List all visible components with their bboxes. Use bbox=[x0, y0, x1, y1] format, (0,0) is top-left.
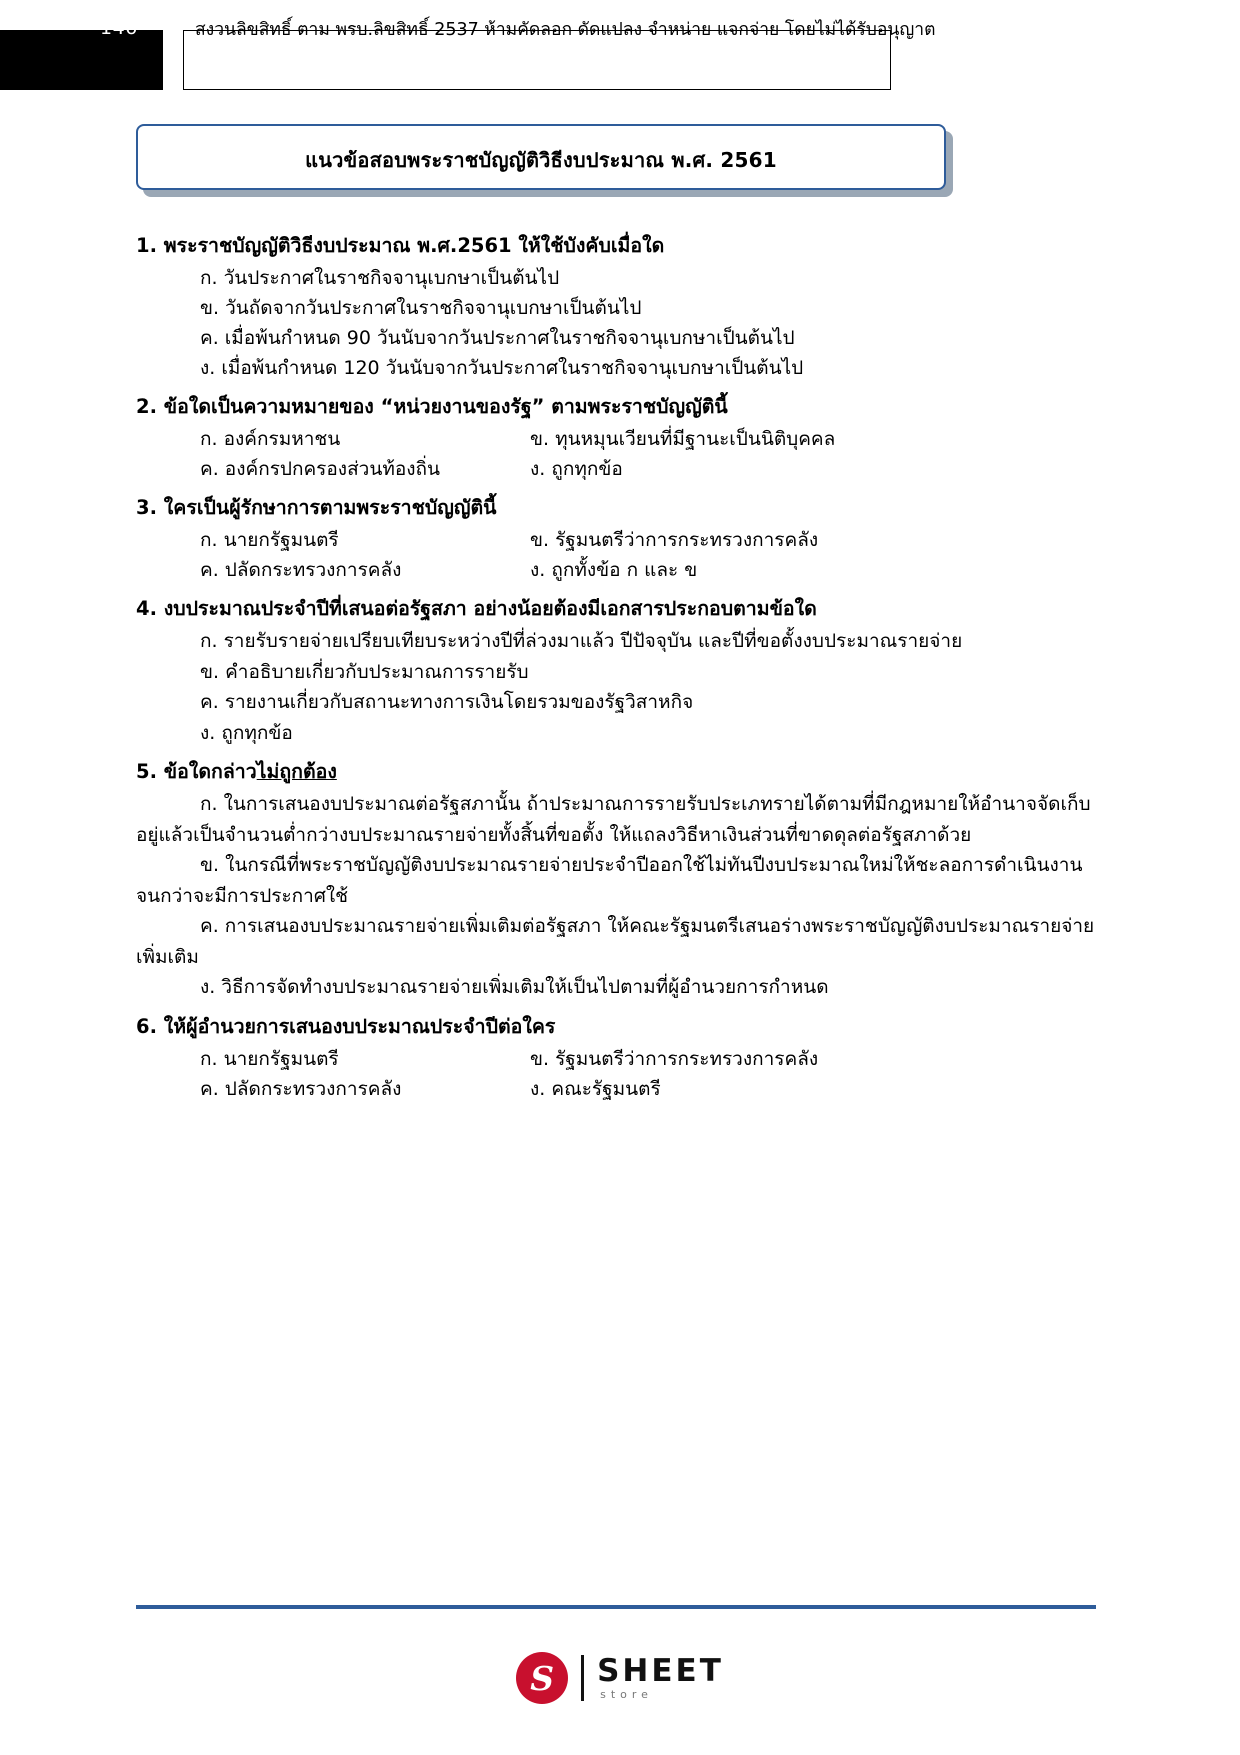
choice-item: ค. ปลัดกระทรวงการคลัง bbox=[200, 1077, 402, 1100]
choice-item: ก. นายกรัฐมนตรี bbox=[200, 1047, 339, 1070]
question-number: 1. bbox=[136, 234, 157, 257]
question-text: พระราชบัญญัติวิธีงบประมาณ พ.ศ.2561 ให้ใช้บังคับเมื่อใด bbox=[163, 234, 665, 257]
choice-row bbox=[136, 1044, 1096, 1074]
logo-title: SHEET bbox=[597, 1653, 724, 1689]
choice-item: ง. เมื่อพ้นกำหนด 120 วันนับจากวันประกาศในราชกิจจานุเบกษาเป็นต้นไป bbox=[200, 357, 804, 379]
exam-questions bbox=[136, 222, 1096, 1104]
question-number: 6. bbox=[136, 1014, 157, 1038]
choice-item: ข. ในกรณีที่พระราชบัญญัติงบประมาณรายจ่ายประจำปีออกใช้ไม่ทันปีงบประมาณใหม่ให้ชะลอการดำเนินงานจนกว่าจะมีการประกาศใช้ bbox=[136, 854, 1083, 907]
page-number: 146 bbox=[100, 17, 138, 39]
question-number: 5. bbox=[136, 760, 157, 783]
choice-item: ก. ในการเสนองบประมาณต่อรัฐสภานั้น ถ้าประมาณการรายรับประเภทรายได้ตามที่มีกฎหมายให้อำนาจจัดเก็บอยู่แล้วเป็นจำนวนต่ำกว่างบประมาณรายจ่ายทั้งสิ้นที่ขอตั้ง ให้แถลงวิธีหาเงินส่วนที่ขาดดุลต่อรัฐสภาด้วย bbox=[136, 793, 1091, 846]
choice-row bbox=[136, 454, 1096, 484]
question-heading bbox=[136, 756, 1096, 787]
question-text: ใครเป็นผู้รักษาการตามพระราชบัญญัตินี้ bbox=[163, 496, 497, 519]
question-text: งบประมาณประจำปีที่เสนอต่อรัฐสภา อย่างน้อยต้องมีเอกสารประกอบตามข้อใด bbox=[163, 597, 817, 620]
question-number: 3. bbox=[136, 496, 157, 519]
choice-item: ค. เมื่อพ้นกำหนด 90 วันนับจากวันประกาศในราชกิจจานุเบกษาเป็นต้นไป bbox=[200, 327, 795, 349]
choice-item: ก. วันประกาศในราชกิจจานุเบกษาเป็นต้นไป bbox=[200, 267, 560, 289]
choice-item: ข. วันถัดจากวันประกาศในราชกิจจานุเบกษาเป็นต้นไป bbox=[200, 297, 642, 319]
choice-item: ง. วิธีการจัดทำงบประมาณรายจ่ายเพิ่มเติมให้เป็นไปตามที่ผู้อำนวยการกำหนด bbox=[200, 976, 829, 998]
choice-row bbox=[136, 525, 1096, 555]
question-heading bbox=[136, 492, 1096, 523]
page-title: แนวข้อสอบพระราชบัญญัติวิธีงบประมาณ พ.ศ. 2561 bbox=[305, 148, 777, 172]
choice-row bbox=[136, 424, 1096, 454]
choice-item: ข. ทุนหมุนเวียนที่มีฐานะเป็นนิติบุคคล bbox=[530, 428, 836, 450]
choice-item: ง. ถูกทุกข้อ bbox=[530, 458, 623, 480]
question-text: ข้อใดเป็นความหมายของ “หน่วยงานของรัฐ” ตามพระราชบัญญัตินี้ bbox=[163, 395, 728, 418]
choice-item: ค. ปลัดกระทรวงการคลัง bbox=[200, 559, 402, 581]
question-text-emphasis: ไม่ถูกต้อง bbox=[256, 760, 337, 783]
choice-row bbox=[136, 555, 1096, 585]
question-number: 4. bbox=[136, 597, 157, 620]
choice-item: ง. คณะรัฐมนตรี bbox=[530, 1077, 661, 1100]
sheet-store-logo-icon: S bbox=[516, 1652, 568, 1704]
question-heading bbox=[136, 230, 1096, 261]
question-heading bbox=[136, 1011, 1096, 1042]
question-heading bbox=[136, 391, 1096, 422]
logo-wordmark bbox=[597, 1655, 724, 1701]
footer-divider bbox=[136, 1605, 1096, 1609]
choice-item: ค. การเสนองบประมาณรายจ่ายเพิ่มเติมต่อรัฐสภา ให้คณะรัฐมนตรีเสนอร่างพระราชบัญญัติงบประมาณรายจ่ายเพิ่มเติม bbox=[136, 915, 1095, 968]
choice-item: ข. คำอธิบายเกี่ยวกับประมาณการรายรับ bbox=[200, 660, 529, 683]
choice-item: ง. ถูกทุกข้อ bbox=[200, 721, 293, 744]
question-heading bbox=[136, 593, 1096, 624]
choice-item: ค. องค์กรปกครองส่วนท้องถิ่น bbox=[200, 458, 441, 480]
choice-item: ข. รัฐมนตรีว่าการกระทรวงการคลัง bbox=[530, 529, 819, 551]
page-number-block bbox=[0, 30, 163, 90]
question-text: ให้ผู้อำนวยการเสนองบประมาณประจำปีต่อใคร bbox=[163, 1014, 556, 1038]
logo-divider bbox=[581, 1655, 584, 1701]
choice-row bbox=[136, 1074, 1096, 1104]
choice-item: ก. รายรับรายจ่ายเปรียบเทียบระหว่างปีที่ล่วงมาแล้ว ปีปัจจุบัน และปีที่ขอตั้งงบประมาณรายจ่าย bbox=[200, 630, 963, 652]
question-number: 2. bbox=[136, 395, 157, 418]
choice-item: ข. รัฐมนตรีว่าการกระทรวงการคลัง bbox=[530, 1047, 819, 1070]
copyright-notice: สงวนลิขสิทธิ์ ตาม พรบ.ลิขสิทธิ์ 2537 ห้ามคัดลอก ดัดแปลง จำหน่าย แจกจ่าย โดยไม่ได้รับอนุญาต bbox=[195, 20, 936, 40]
choice-item: ค. รายงานเกี่ยวกับสถานะทางการเงินโดยรวมของรัฐวิสาหกิจ bbox=[200, 691, 694, 713]
logo-subtitle: store bbox=[600, 1688, 653, 1701]
choice-item: ก. นายกรัฐมนตรี bbox=[200, 529, 339, 551]
choice-item: ง. ถูกทั้งข้อ ก และ ข bbox=[530, 559, 698, 581]
footer-logo bbox=[0, 1638, 1240, 1718]
question-text: ข้อใดกล่าว bbox=[163, 760, 257, 783]
choice-item: ก. องค์กรมหาชน bbox=[200, 428, 341, 450]
